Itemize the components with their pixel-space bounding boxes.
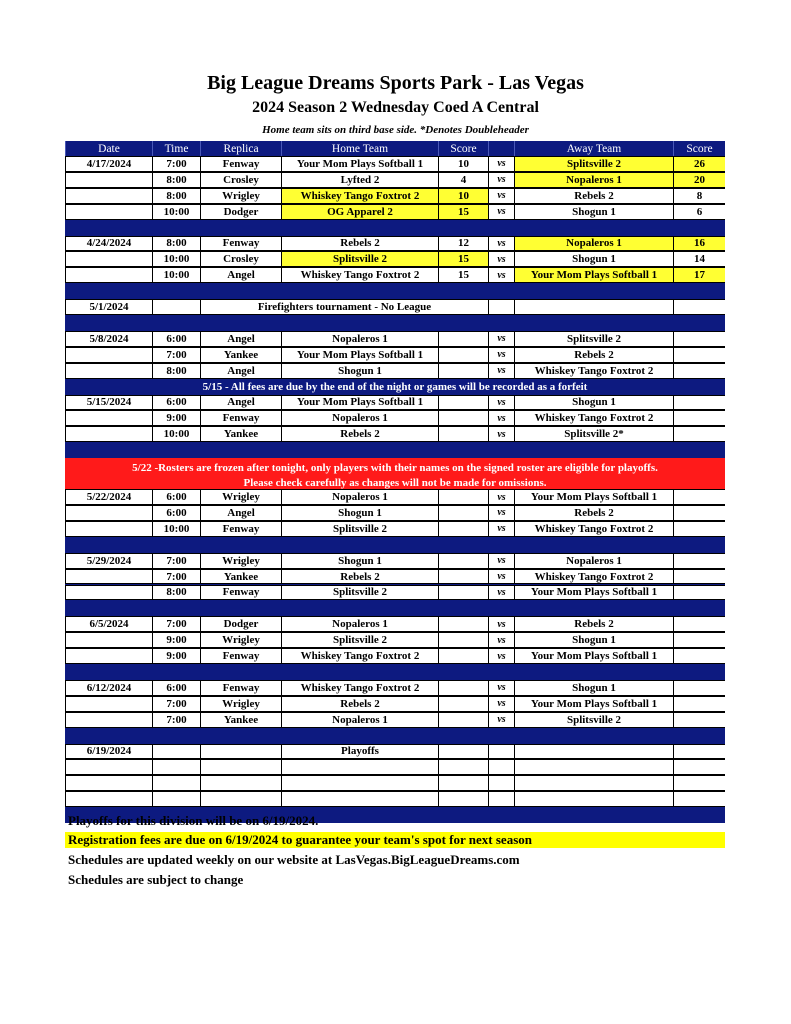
game-time: 9:00 bbox=[152, 648, 200, 664]
game-date bbox=[65, 569, 152, 585]
playoff-row bbox=[65, 744, 725, 760]
away-score bbox=[673, 410, 725, 426]
away-team: Your Mom Plays Softball 1 bbox=[514, 489, 673, 505]
game-time: 9:00 bbox=[152, 410, 200, 426]
vs-label: vs bbox=[488, 696, 514, 712]
vs-cell bbox=[488, 775, 514, 791]
game-date bbox=[65, 426, 152, 442]
separator-row bbox=[65, 283, 725, 299]
away-score: 26 bbox=[673, 156, 725, 172]
vs-label: vs bbox=[488, 188, 514, 204]
game-date bbox=[65, 791, 152, 807]
vs-label: vs bbox=[488, 172, 514, 188]
vs-label: vs bbox=[488, 347, 514, 363]
game-row bbox=[65, 347, 725, 363]
home-team: Splitsville 2 bbox=[281, 632, 438, 648]
game-date bbox=[65, 632, 152, 648]
separator-row bbox=[65, 537, 725, 553]
footer-change-note: Schedules are subject to change bbox=[68, 872, 244, 887]
home-team: Whiskey Tango Foxtrot 2 bbox=[281, 188, 438, 204]
away-team: Whiskey Tango Foxtrot 2 bbox=[514, 363, 673, 379]
home-score bbox=[438, 775, 488, 791]
vs-label: vs bbox=[488, 363, 514, 379]
game-date bbox=[65, 251, 152, 267]
home-team: Whiskey Tango Foxtrot 2 bbox=[281, 680, 438, 696]
game-row bbox=[65, 712, 725, 728]
home-team: Rebels 2 bbox=[281, 696, 438, 712]
game-time: 7:00 bbox=[152, 696, 200, 712]
home-score: 15 bbox=[438, 251, 488, 267]
away-score bbox=[673, 363, 725, 379]
game-date bbox=[65, 363, 152, 379]
game-date: 5/29/2024 bbox=[65, 553, 152, 569]
game-time: 7:00 bbox=[152, 347, 200, 363]
event-text bbox=[200, 744, 281, 760]
home-team-cell bbox=[281, 775, 438, 791]
replica-field: Wrigley bbox=[200, 632, 281, 648]
footer-playoffs-note: Playoffs for this division will be on 6/19/2024. bbox=[68, 813, 319, 828]
vs-label: vs bbox=[488, 236, 514, 252]
footer-website-note: Schedules are updated weekly on our website at LasVegas.BigLeagueDreams.com bbox=[68, 852, 520, 867]
alert-line: 5/22 -Rosters are frozen after tonight, only players with their names on the signed roster are eligible for playoffs. bbox=[132, 462, 658, 475]
vs-label: vs bbox=[488, 616, 514, 632]
replica-field: Angel bbox=[200, 505, 281, 521]
replica-field: Dodger bbox=[200, 616, 281, 632]
away-team bbox=[514, 791, 673, 807]
game-date: 5/8/2024 bbox=[65, 331, 152, 347]
away-team: Your Mom Plays Softball 1 bbox=[514, 696, 673, 712]
away-team: Rebels 2 bbox=[514, 188, 673, 204]
home-score bbox=[438, 410, 488, 426]
home-team: Nopaleros 1 bbox=[281, 616, 438, 632]
home-score bbox=[438, 744, 488, 760]
away-team: Splitsville 2* bbox=[514, 426, 673, 442]
home-score bbox=[438, 505, 488, 521]
away-team: Shogun 1 bbox=[514, 251, 673, 267]
home-team: Lyfted 2 bbox=[281, 172, 438, 188]
away-score: 14 bbox=[673, 251, 725, 267]
game-date: 5/15/2024 bbox=[65, 395, 152, 411]
vs-label: vs bbox=[488, 680, 514, 696]
home-team: Shogun 1 bbox=[281, 553, 438, 569]
header-away-score: Score bbox=[673, 141, 725, 156]
empty-row bbox=[65, 791, 725, 807]
away-score: 20 bbox=[673, 172, 725, 188]
home-score bbox=[438, 347, 488, 363]
home-score: 4 bbox=[438, 172, 488, 188]
game-date bbox=[65, 204, 152, 220]
away-team bbox=[514, 299, 673, 315]
away-score bbox=[673, 426, 725, 442]
game-date: 4/24/2024 bbox=[65, 236, 152, 252]
home-team: Splitsville 2 bbox=[281, 585, 438, 601]
game-date: 6/5/2024 bbox=[65, 616, 152, 632]
away-team: Your Mom Plays Softball 1 bbox=[514, 648, 673, 664]
game-row bbox=[65, 236, 725, 252]
header-date: Date bbox=[65, 141, 152, 156]
away-team: Splitsville 2 bbox=[514, 156, 673, 172]
home-score bbox=[438, 331, 488, 347]
game-date bbox=[65, 775, 152, 791]
roster-freeze-alert bbox=[65, 458, 725, 489]
game-time: 6:00 bbox=[152, 395, 200, 411]
game-row bbox=[65, 521, 725, 537]
away-team bbox=[514, 775, 673, 791]
game-row bbox=[65, 188, 725, 204]
empty-row bbox=[65, 775, 725, 791]
header-replica: Replica bbox=[200, 141, 281, 156]
away-team bbox=[514, 744, 673, 760]
game-time: 10:00 bbox=[152, 267, 200, 283]
away-team: Whiskey Tango Foxtrot 2 bbox=[514, 569, 673, 585]
away-team: Whiskey Tango Foxtrot 2 bbox=[514, 410, 673, 426]
home-score: 15 bbox=[438, 204, 488, 220]
game-row bbox=[65, 585, 725, 601]
vs-label: vs bbox=[488, 267, 514, 283]
game-row bbox=[65, 505, 725, 521]
away-score: 17 bbox=[673, 267, 725, 283]
home-score: 10 bbox=[438, 188, 488, 204]
game-time bbox=[152, 791, 200, 807]
vs-cell bbox=[488, 744, 514, 760]
home-score bbox=[438, 680, 488, 696]
game-row bbox=[65, 632, 725, 648]
away-team: Rebels 2 bbox=[514, 347, 673, 363]
replica-field: Fenway bbox=[200, 680, 281, 696]
vs-cell bbox=[488, 299, 514, 315]
header-home-score: Score bbox=[438, 141, 488, 156]
replica-field: Yankee bbox=[200, 569, 281, 585]
alert-line: Please check carefully as changes will not be made for omissions. bbox=[243, 477, 547, 490]
game-time: 8:00 bbox=[152, 172, 200, 188]
vs-label: vs bbox=[488, 410, 514, 426]
vs-label: vs bbox=[488, 489, 514, 505]
vs-label: vs bbox=[488, 204, 514, 220]
vs-label: vs bbox=[488, 505, 514, 521]
replica-field: Angel bbox=[200, 395, 281, 411]
home-score bbox=[438, 553, 488, 569]
vs-label: vs bbox=[488, 251, 514, 267]
home-score bbox=[438, 569, 488, 585]
away-score bbox=[673, 616, 725, 632]
header-home-team: Home Team bbox=[281, 141, 438, 156]
vs-label: vs bbox=[488, 156, 514, 172]
fee-notice-row: 5/15 - All fees are due by the end of the night or games will be recorded as a forfeit bbox=[65, 379, 725, 395]
home-score: 15 bbox=[438, 267, 488, 283]
home-team: Shogun 1 bbox=[281, 363, 438, 379]
game-time: 10:00 bbox=[152, 426, 200, 442]
game-date bbox=[65, 188, 152, 204]
game-time bbox=[152, 299, 200, 315]
away-score bbox=[673, 696, 725, 712]
replica-field: Fenway bbox=[200, 585, 281, 601]
game-time: 8:00 bbox=[152, 585, 200, 601]
home-score bbox=[438, 712, 488, 728]
home-score: 10 bbox=[438, 156, 488, 172]
event-text: Firefighters tournament - No League bbox=[200, 299, 488, 315]
vs-label: vs bbox=[488, 712, 514, 728]
vs-label: vs bbox=[488, 331, 514, 347]
header-away-team: Away Team bbox=[514, 141, 673, 156]
separator-row bbox=[65, 220, 725, 236]
game-date bbox=[65, 410, 152, 426]
game-time: 9:00 bbox=[152, 632, 200, 648]
away-score bbox=[673, 632, 725, 648]
game-row bbox=[65, 363, 725, 379]
vs-cell bbox=[488, 791, 514, 807]
game-time: 7:00 bbox=[152, 616, 200, 632]
away-team: Nopaleros 1 bbox=[514, 172, 673, 188]
home-team: Rebels 2 bbox=[281, 236, 438, 252]
page-subtitle: 2024 Season 2 Wednesday Coed A Central bbox=[252, 99, 539, 116]
away-team: Shogun 1 bbox=[514, 395, 673, 411]
away-score bbox=[673, 395, 725, 411]
home-team: Nopaleros 1 bbox=[281, 489, 438, 505]
game-time: 6:00 bbox=[152, 331, 200, 347]
away-score bbox=[673, 585, 725, 601]
away-team: Your Mom Plays Softball 1 bbox=[514, 267, 673, 283]
home-team: Nopaleros 1 bbox=[281, 331, 438, 347]
footer-registration-note: Registration fees are due on 6/19/2024 to guarantee your team's spot for next season bbox=[65, 832, 725, 848]
replica-field: Fenway bbox=[200, 156, 281, 172]
home-team: Splitsville 2 bbox=[281, 521, 438, 537]
vs-label: vs bbox=[488, 395, 514, 411]
game-time: 8:00 bbox=[152, 363, 200, 379]
game-date bbox=[65, 585, 152, 601]
header-vs bbox=[488, 141, 514, 156]
home-team-cell: Playoffs bbox=[281, 744, 438, 760]
away-score bbox=[673, 759, 725, 775]
home-score bbox=[438, 632, 488, 648]
away-team: Rebels 2 bbox=[514, 616, 673, 632]
game-date bbox=[65, 521, 152, 537]
game-date bbox=[65, 696, 152, 712]
page-title: Big League Dreams Sports Park - Las Vegas bbox=[207, 72, 584, 94]
away-team: Whiskey Tango Foxtrot 2 bbox=[514, 521, 673, 537]
replica-field: Wrigley bbox=[200, 553, 281, 569]
home-score bbox=[438, 616, 488, 632]
game-date bbox=[65, 172, 152, 188]
home-score bbox=[438, 426, 488, 442]
separator-row bbox=[65, 728, 725, 744]
game-time: 8:00 bbox=[152, 236, 200, 252]
replica-field: Wrigley bbox=[200, 489, 281, 505]
separator-row bbox=[65, 664, 725, 680]
empty-cell bbox=[200, 759, 281, 775]
game-date bbox=[65, 712, 152, 728]
home-team: Splitsville 2 bbox=[281, 251, 438, 267]
game-row bbox=[65, 616, 725, 632]
game-date bbox=[65, 759, 152, 775]
home-score bbox=[438, 585, 488, 601]
game-time bbox=[152, 744, 200, 760]
table-header-row bbox=[65, 141, 725, 156]
game-row bbox=[65, 156, 725, 172]
empty-cell bbox=[200, 791, 281, 807]
vs-label: vs bbox=[488, 585, 514, 601]
replica-field: Yankee bbox=[200, 712, 281, 728]
away-team: Nopaleros 1 bbox=[514, 236, 673, 252]
game-row bbox=[65, 680, 725, 696]
away-team: Shogun 1 bbox=[514, 204, 673, 220]
game-time: 6:00 bbox=[152, 680, 200, 696]
home-team: Whiskey Tango Foxtrot 2 bbox=[281, 648, 438, 664]
game-row bbox=[65, 395, 725, 411]
home-score bbox=[438, 395, 488, 411]
game-date bbox=[65, 648, 152, 664]
game-date: 5/1/2024 bbox=[65, 299, 152, 315]
game-time bbox=[152, 775, 200, 791]
game-date bbox=[65, 267, 152, 283]
game-row bbox=[65, 553, 725, 569]
replica-field: Wrigley bbox=[200, 696, 281, 712]
away-score bbox=[673, 775, 725, 791]
replica-field: Crosley bbox=[200, 251, 281, 267]
header-time: Time bbox=[152, 141, 200, 156]
replica-field: Fenway bbox=[200, 648, 281, 664]
away-team: Splitsville 2 bbox=[514, 331, 673, 347]
home-team: Your Mom Plays Softball 1 bbox=[281, 156, 438, 172]
away-score bbox=[673, 347, 725, 363]
away-score bbox=[673, 744, 725, 760]
vs-label: vs bbox=[488, 521, 514, 537]
away-score bbox=[673, 505, 725, 521]
game-time: 10:00 bbox=[152, 204, 200, 220]
separator-row bbox=[65, 315, 725, 331]
home-team: Shogun 1 bbox=[281, 505, 438, 521]
game-date bbox=[65, 347, 152, 363]
replica-field: Angel bbox=[200, 331, 281, 347]
home-score bbox=[438, 521, 488, 537]
replica-field: Wrigley bbox=[200, 188, 281, 204]
home-team-cell bbox=[281, 791, 438, 807]
vs-label: vs bbox=[488, 569, 514, 585]
home-score bbox=[438, 489, 488, 505]
away-score bbox=[673, 331, 725, 347]
separator-row bbox=[65, 442, 725, 458]
game-time: 6:00 bbox=[152, 505, 200, 521]
home-team-cell bbox=[281, 759, 438, 775]
game-row bbox=[65, 648, 725, 664]
game-time: 7:00 bbox=[152, 712, 200, 728]
vs-cell bbox=[488, 759, 514, 775]
game-time: 10:00 bbox=[152, 251, 200, 267]
away-score bbox=[673, 791, 725, 807]
vs-label: vs bbox=[488, 553, 514, 569]
home-team: Rebels 2 bbox=[281, 426, 438, 442]
game-row bbox=[65, 251, 725, 267]
game-time bbox=[152, 759, 200, 775]
away-score bbox=[673, 489, 725, 505]
game-time: 8:00 bbox=[152, 188, 200, 204]
game-row bbox=[65, 426, 725, 442]
game-time: 7:00 bbox=[152, 569, 200, 585]
home-team-note: Home team sits on third base side. *Denotes Doubleheader bbox=[262, 124, 529, 136]
vs-label: vs bbox=[488, 632, 514, 648]
away-team: Nopaleros 1 bbox=[514, 553, 673, 569]
no-league-row bbox=[65, 299, 725, 315]
game-row bbox=[65, 696, 725, 712]
away-score bbox=[673, 648, 725, 664]
away-score: 6 bbox=[673, 204, 725, 220]
home-score bbox=[438, 791, 488, 807]
replica-field: Fenway bbox=[200, 410, 281, 426]
away-score: 8 bbox=[673, 188, 725, 204]
game-row bbox=[65, 172, 725, 188]
home-team: Your Mom Plays Softball 1 bbox=[281, 347, 438, 363]
game-date: 4/17/2024 bbox=[65, 156, 152, 172]
empty-row bbox=[65, 759, 725, 775]
game-date: 5/22/2024 bbox=[65, 489, 152, 505]
away-team bbox=[514, 759, 673, 775]
replica-field: Yankee bbox=[200, 426, 281, 442]
home-team: Nopaleros 1 bbox=[281, 410, 438, 426]
empty-cell bbox=[200, 775, 281, 791]
away-score bbox=[673, 680, 725, 696]
home-team: Nopaleros 1 bbox=[281, 712, 438, 728]
away-score bbox=[673, 569, 725, 585]
home-team: Whiskey Tango Foxtrot 2 bbox=[281, 267, 438, 283]
away-score bbox=[673, 299, 725, 315]
home-score bbox=[438, 759, 488, 775]
home-team: Rebels 2 bbox=[281, 569, 438, 585]
replica-field: Fenway bbox=[200, 521, 281, 537]
game-date bbox=[65, 505, 152, 521]
game-date: 6/19/2024 bbox=[65, 744, 152, 760]
away-score bbox=[673, 712, 725, 728]
away-team: Shogun 1 bbox=[514, 632, 673, 648]
replica-field: Fenway bbox=[200, 236, 281, 252]
home-score bbox=[438, 696, 488, 712]
game-row bbox=[65, 489, 725, 505]
game-time: 7:00 bbox=[152, 553, 200, 569]
replica-field: Angel bbox=[200, 267, 281, 283]
game-date: 6/12/2024 bbox=[65, 680, 152, 696]
game-row bbox=[65, 410, 725, 426]
game-time: 10:00 bbox=[152, 521, 200, 537]
home-score bbox=[438, 363, 488, 379]
game-time: 7:00 bbox=[152, 156, 200, 172]
home-score bbox=[438, 648, 488, 664]
away-team: Your Mom Plays Softball 1 bbox=[514, 585, 673, 601]
game-row bbox=[65, 204, 725, 220]
home-team: OG Apparel 2 bbox=[281, 204, 438, 220]
vs-label: vs bbox=[488, 648, 514, 664]
game-row bbox=[65, 267, 725, 283]
away-score bbox=[673, 553, 725, 569]
home-score: 12 bbox=[438, 236, 488, 252]
replica-field: Yankee bbox=[200, 347, 281, 363]
away-score: 16 bbox=[673, 236, 725, 252]
schedule-table bbox=[65, 141, 725, 811]
game-row bbox=[65, 331, 725, 347]
replica-field: Dodger bbox=[200, 204, 281, 220]
game-row bbox=[65, 569, 725, 585]
away-score bbox=[673, 521, 725, 537]
away-team: Splitsville 2 bbox=[514, 712, 673, 728]
game-time: 6:00 bbox=[152, 489, 200, 505]
vs-label: vs bbox=[488, 426, 514, 442]
separator-row bbox=[65, 600, 725, 616]
away-team: Shogun 1 bbox=[514, 680, 673, 696]
replica-field: Angel bbox=[200, 363, 281, 379]
away-team: Rebels 2 bbox=[514, 505, 673, 521]
replica-field: Crosley bbox=[200, 172, 281, 188]
home-team: Your Mom Plays Softball 1 bbox=[281, 395, 438, 411]
